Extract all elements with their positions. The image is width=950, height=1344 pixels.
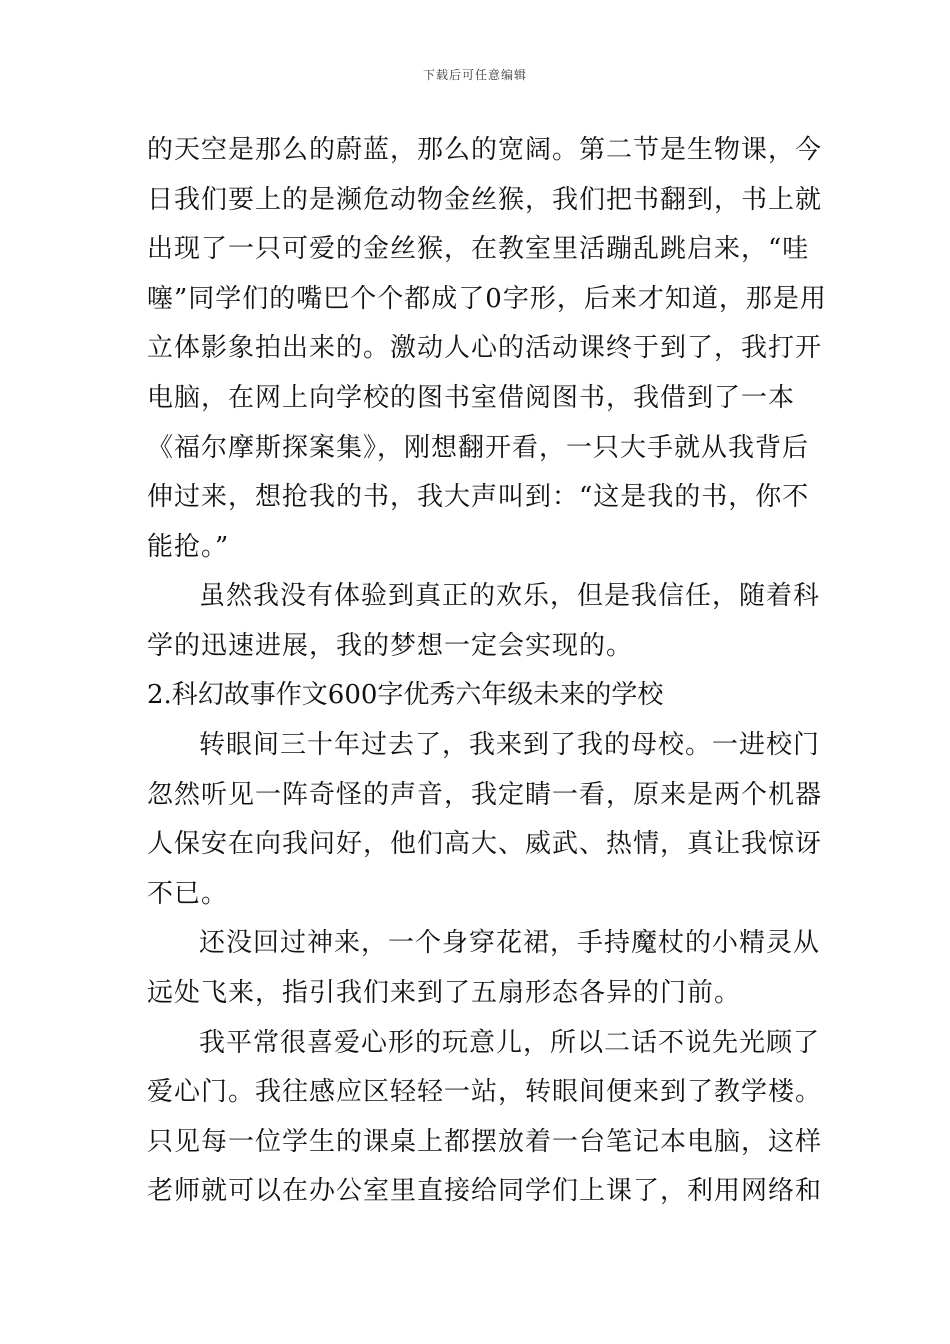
- text-line: 爱心门。我往感应区轻轻一站，转眼间便来到了教学楼。: [147, 1077, 823, 1107]
- text-line: 出现了一只可爱的金丝猴，在教室里活蹦乱跳启来，“哇: [147, 234, 810, 264]
- text-line: 的天空是那么的蔚蓝，那么的宽阔。第二节是生物课，今: [147, 135, 823, 165]
- text-line: 老师就可以在办公室里直接给同学们上课了，利用网络和: [147, 1176, 823, 1206]
- text-line: 远处飞来，指引我们来到了五扇形态各异的门前。: [147, 978, 742, 1008]
- text-line: 能抢。”: [147, 532, 230, 562]
- text-line: 不已。: [147, 879, 229, 909]
- text-line: 忽然听见一阵奇怪的声音，我定睛一看，原来是两个机器: [147, 780, 823, 810]
- text-line: 日我们要上的是濒危动物金丝猴，我们把书翻到，书上就: [147, 185, 823, 215]
- text-line: 学的迅速进展，我的梦想一定会实现的。: [147, 631, 634, 661]
- paragraph-first-line: 还没回过神来，一个身穿花裙，手持魔杖的小精灵从: [199, 928, 821, 958]
- text-line: 人保安在向我问好，他们高大、威武、热情，真让我惊讶: [147, 829, 823, 859]
- paragraph-first-line: 我平常很喜爱心形的玩意儿，所以二话不说先光顾了: [199, 1028, 821, 1058]
- section-heading: 2.科幻故事作文600字优秀六年级未来的学校: [147, 680, 664, 710]
- paragraph-first-line: 虽然我没有体验到真正的欢乐，但是我信任，随着科: [199, 581, 821, 611]
- text-line: 立体影象拍出来的。激动人心的活动课终于到了，我打开: [147, 333, 823, 363]
- text-line: 只见每一位学生的课桌上都摆放着一台笔记本电脑，这样: [147, 1127, 823, 1157]
- text-line: 伸过来，想抢我的书，我大声叫到：“这是我的书，你不: [147, 482, 810, 512]
- text-line: 噻”同学们的嘴巴个个都成了0字形，后来才知道，那是用: [147, 284, 827, 314]
- paragraph-first-line: 转眼间三十年过去了，我来到了我的母校。一进校门: [199, 730, 821, 760]
- text-line: 电脑，在网上向学校的图书室借阅图书，我借到了一本: [147, 383, 796, 413]
- text-line: 《福尔摩斯探案集》，刚想翻开看，一只大手就从我背后: [147, 433, 810, 463]
- page-header: 下载后可任意编辑: [422, 68, 527, 82]
